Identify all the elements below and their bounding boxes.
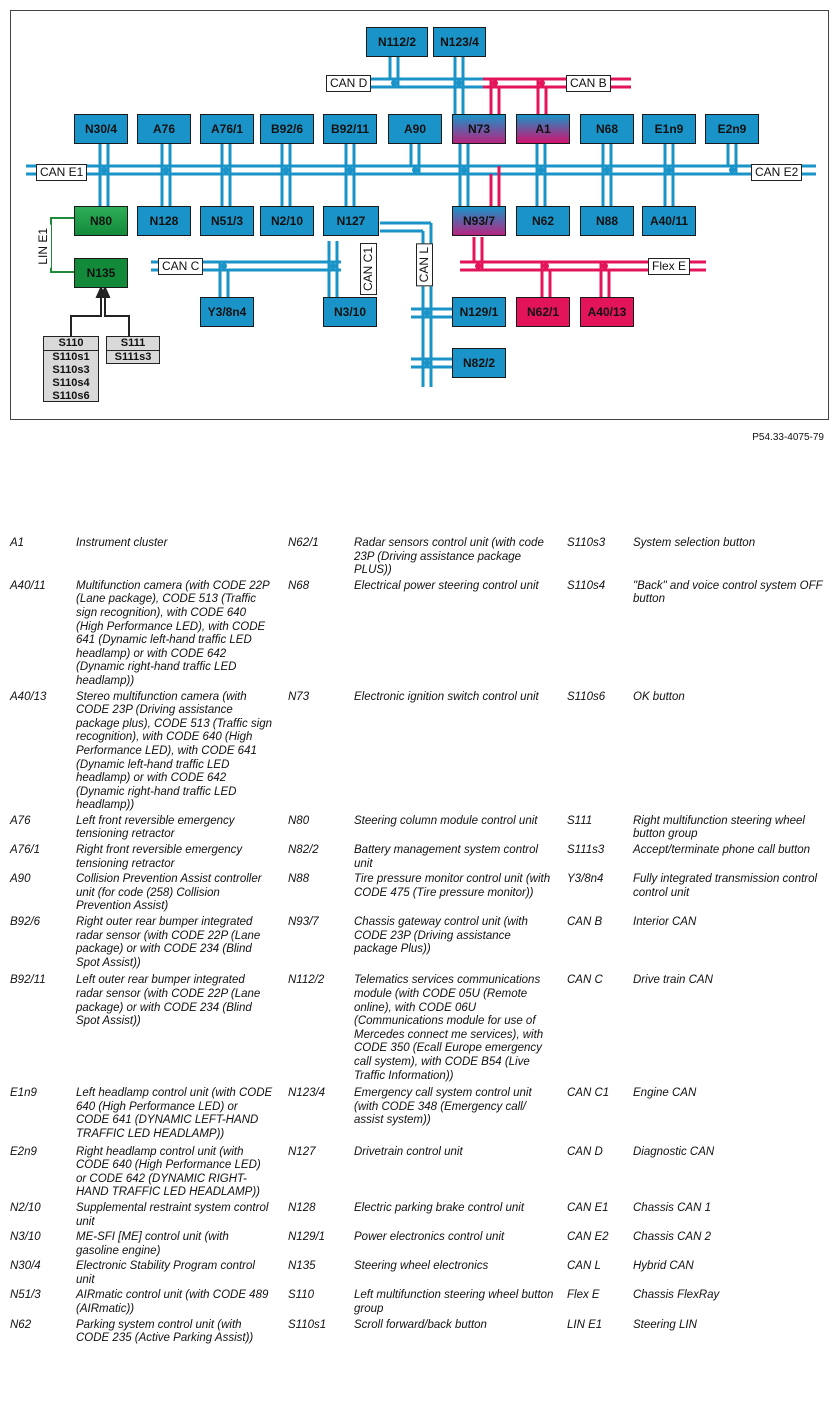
node-b92-11: B92/11: [323, 114, 377, 144]
legend-cell: [280, 1260, 560, 1287]
legend-cell: [0, 1146, 280, 1200]
legend-code: N80: [288, 814, 310, 827]
can-l-label: CAN L: [416, 243, 433, 286]
legend-description: Collision Prevention Assist controller unit (for code (258) Collision Prevention Assist): [76, 873, 262, 913]
legend-cell: [280, 1319, 560, 1346]
node-n123-4: N123/4: [433, 27, 486, 57]
node-a76-1: A76/1: [200, 114, 254, 144]
legend-row: [0, 1087, 838, 1141]
switch-label: S111: [107, 337, 159, 351]
node-n112-2: N112/2: [366, 27, 428, 57]
legend-cell: [0, 691, 280, 813]
legend-code: A90: [10, 873, 31, 886]
legend-code: E2n9: [10, 1145, 37, 1158]
legend-row: [0, 974, 838, 1083]
can-b-label: CAN B: [566, 75, 611, 92]
legend-code: CAN B: [567, 916, 603, 929]
node-n68: N68: [580, 114, 634, 144]
legend-description: Emergency call system control unit (with CODE 348 (Emergency call/ assist system)): [354, 1087, 532, 1127]
legend-description: Electronic Stability Program control unit: [76, 1260, 255, 1286]
legend-description: Fully integrated transmission control control unit: [633, 873, 818, 899]
legend-cell: [560, 1260, 838, 1287]
legend-code: S111: [567, 814, 593, 827]
legend-cell: [0, 873, 280, 914]
legend-code: N88: [288, 873, 310, 886]
node-n30-4: N30/4: [74, 114, 128, 144]
legend-description: Electrical power steering control unit: [354, 579, 539, 592]
legend-description: Left outer rear bumper integrated radar sensor (with CODE 22P (Lane package) or with CODE 234 (Blind Spot Assist)): [76, 974, 261, 1028]
can-d-label: CAN D: [326, 75, 371, 92]
legend-cell: [560, 1289, 838, 1316]
legend-code: B92/11: [10, 974, 46, 987]
can-c-label: CAN C: [158, 258, 203, 275]
legend-cell: [0, 1289, 280, 1316]
legend-description: Right front reversible emergency tensioning retractor: [76, 844, 243, 870]
can-e2-label: CAN E2: [751, 164, 802, 181]
legend-description: "Back" and voice control system OFF button: [633, 579, 823, 606]
legend-cell: [560, 873, 838, 914]
legend-code: N129/1: [288, 1231, 326, 1244]
legend-description: Radar sensors control unit (with code 23P (Driving assistance package PLUS)): [354, 537, 544, 577]
legend-cell: [0, 1231, 280, 1258]
node-n135: N135: [74, 258, 128, 288]
legend-description: Steering LIN: [633, 1318, 697, 1331]
lin-e1-label: LIN E1: [36, 225, 51, 268]
legend-cell: [0, 844, 280, 871]
legend-description: Stereo multifunction camera (with CODE 23P (Driving assistance package plus), CODE 513 (Traffic sign recognition), with CODE 640 (High Performance LED), with CODE 641 (Dynamic left-hand traffic LED headlamp) or with CODE 642 (Dynamic right-hand traffic LED headlamp)): [76, 690, 273, 812]
legend-description: Left multifunction steering wheel button group: [354, 1289, 554, 1316]
legend-cell: [0, 580, 280, 689]
legend-code: B92/6: [10, 916, 41, 929]
legend-description: Battery management system control unit: [354, 844, 539, 870]
legend-code: CAN C: [567, 974, 603, 987]
legend-code: E1n9: [10, 1087, 37, 1100]
legend-description: AIRmatic control unit (with CODE 489 (AIRmatic)): [76, 1289, 269, 1316]
node-a40-13: A40/13: [580, 297, 634, 327]
legend-code: CAN L: [567, 1260, 601, 1273]
can-c1-label: CAN C1: [360, 243, 377, 295]
legend-code: N68: [288, 579, 310, 592]
flex-e-label: Flex E: [648, 258, 690, 275]
node-a76: A76: [137, 114, 191, 144]
legend-description: Diagnostic CAN: [633, 1145, 715, 1158]
legend-cell: [560, 1146, 838, 1200]
legend-description: Chassis FlexRay: [633, 1289, 720, 1302]
legend-row: [0, 873, 838, 914]
legend-cell: [560, 974, 838, 1083]
legend-code: CAN C1: [567, 1087, 610, 1100]
legend-cell: [0, 916, 280, 970]
legend-description: Drivetrain control unit: [354, 1145, 463, 1158]
legend-description: ME-SFI [ME] control unit (with gasoline engine): [76, 1231, 229, 1257]
legend-code: N82/2: [288, 844, 319, 857]
legend-code: Flex E: [567, 1289, 600, 1302]
legend-cell: [280, 974, 560, 1083]
legend-description: Chassis gateway control unit (with CODE 23P (Driving assistance package Plus)): [354, 916, 528, 956]
node-a1: A1: [516, 114, 570, 144]
node-n62-1: N62/1: [516, 297, 570, 327]
legend-code: N112/2: [288, 974, 325, 987]
legend-description: OK button: [633, 690, 685, 703]
legend-cell: [560, 691, 838, 813]
switch-label: S110s3: [52, 364, 90, 376]
legend-cell: [560, 1319, 838, 1346]
legend-code: CAN E2: [567, 1231, 609, 1244]
legend-cell: [280, 691, 560, 813]
legend-code: N73: [288, 690, 310, 703]
legend-row: [0, 844, 838, 871]
legend-code: N128: [288, 1201, 316, 1214]
figure-id: P54.33-4075-79: [752, 432, 824, 443]
legend-cell: [0, 974, 280, 1083]
legend-cell: [280, 873, 560, 914]
legend-description: Left headlamp control unit (with CODE 640 (High Performance LED) or CODE 641 (DYNAMIC LEFT-HAND TRAFFIC LED HEADLAMP)): [76, 1087, 273, 1140]
legend-code: N51/3: [10, 1289, 41, 1302]
legend-code: A40/11: [10, 579, 46, 592]
legend-row: [0, 1289, 838, 1316]
legend-code: S110: [288, 1289, 315, 1302]
legend-description: Scroll forward/back button: [354, 1318, 487, 1331]
legend-cell: [560, 1231, 838, 1258]
legend-description: Left front reversible emergency tensioning retractor: [76, 814, 235, 841]
legend-code: Y3/8n4: [567, 873, 604, 886]
legend-row: [0, 580, 838, 689]
switch-label: S111s3: [114, 351, 152, 363]
legend-row: [0, 537, 838, 578]
node-n93-7: N93/7: [452, 206, 506, 236]
legend-code: S110s6: [567, 690, 606, 703]
legend-description: Chassis CAN 2: [633, 1231, 711, 1244]
switch-group-s111: [106, 336, 160, 364]
legend-code: CAN E1: [567, 1201, 609, 1214]
legend-row: [0, 691, 838, 813]
node-n62: N62: [516, 206, 570, 236]
legend-cell: [560, 916, 838, 970]
legend-cell: [280, 1087, 560, 1141]
node-n82-2: N82/2: [452, 348, 506, 378]
node-e1n9: E1n9: [642, 114, 696, 144]
legend-description: Electronic ignition switch control unit: [354, 690, 539, 703]
legend-row: [0, 1146, 838, 1200]
legend-cell: [0, 1202, 280, 1229]
legend-cell: [560, 844, 838, 871]
legend-description: Interior CAN: [633, 916, 697, 929]
legend-description: Tire pressure monitor control unit (with CODE 475 (Tire pressure monitor)): [354, 873, 551, 899]
legend-cell: [280, 1231, 560, 1258]
legend-code: N93/7: [288, 916, 319, 929]
node-n80: N80: [74, 206, 128, 236]
legend-description: Instrument cluster: [76, 537, 168, 549]
legend-description: Right outer rear bumper integrated radar sensor (with CODE 22P (Lane package) or with CODE 234 (Blind Spot Assist)): [76, 916, 261, 969]
legend-code: A76: [10, 814, 31, 827]
legend-code: LIN E1: [567, 1318, 603, 1331]
legend-description: Steering column module control unit: [354, 814, 538, 827]
legend-cell: [280, 916, 560, 970]
legend-cell: [0, 1319, 280, 1346]
legend-description: System selection button: [633, 537, 756, 549]
legend-description: Drive train CAN: [633, 974, 713, 987]
legend-cell: [560, 1087, 838, 1141]
node-a40-11: A40/11: [642, 206, 696, 236]
legend-code: S110s1: [288, 1318, 327, 1331]
legend-code: S110s3: [567, 537, 606, 549]
legend-cell: [0, 1087, 280, 1141]
legend-code: CAN D: [567, 1145, 603, 1158]
legend-code: A76/1: [10, 844, 41, 857]
legend-code: S110s4: [567, 579, 606, 592]
legend-cell: [560, 1202, 838, 1229]
network-diagram: [10, 10, 829, 420]
switch-label: S110s1: [52, 351, 90, 363]
legend-cell: [280, 1146, 560, 1200]
node-n2-10: N2/10: [260, 206, 314, 236]
legend-code: A1: [10, 537, 25, 549]
legend-description: Power electronics control unit: [354, 1231, 505, 1244]
legend-cell: [560, 537, 838, 578]
node-n129-1: N129/1: [452, 297, 506, 327]
legend-cell: [280, 1289, 560, 1316]
legend-code: N123/4: [288, 1087, 326, 1100]
legend-description: Multifunction camera (with CODE 22P (Lane package), CODE 513 (Traffic sign recognition), with CODE 640 (High Performance LED), with CODE 641 (Dynamic left-hand traffic LED headlamp) or with CODE 642 (Dynamic right-hand traffic LED headlamp)): [76, 579, 270, 687]
legend-cell: [560, 580, 838, 689]
legend-cell: [280, 844, 560, 871]
legend-description: Chassis CAN 1: [633, 1201, 711, 1214]
legend-description: Telematics services communications module (with CODE 05U (Remote online), with CODE 06U (Communications module for use of Mercedes connect me services), with CODE 350 (Ecall Europe emergency call system), with CODE B54 (Live Traffic Information)): [354, 974, 544, 1082]
legend-description: Right multifunction steering wheel button group: [633, 814, 805, 841]
legend-cell: [560, 815, 838, 842]
legend-description: Parking system control unit (with CODE 235 (Active Parking Assist)): [76, 1318, 254, 1345]
legend-code: N62: [10, 1318, 32, 1331]
node-n51-3: N51/3: [200, 206, 254, 236]
legend-cell: [0, 537, 280, 578]
node-n3-10: N3/10: [323, 297, 377, 327]
node-b92-6: B92/6: [260, 114, 314, 144]
legend-code: S111s3: [567, 844, 605, 857]
switch-group-s110: [43, 336, 99, 402]
node-n73: N73: [452, 114, 506, 144]
legend-row: [0, 815, 838, 842]
node-n127: N127: [323, 206, 379, 236]
legend-description: Supplemental restraint system control unit: [76, 1201, 269, 1228]
legend-code: N3/10: [10, 1231, 41, 1244]
legend-description: Hybrid CAN: [633, 1260, 694, 1273]
can-e1-label: CAN E1: [36, 164, 87, 181]
legend-cell: [0, 815, 280, 842]
legend-description: Engine CAN: [633, 1087, 697, 1100]
switch-label: S110s6: [52, 390, 90, 402]
legend-description: Right headlamp control unit (with CODE 640 (High Performance LED) or CODE 642 (DYNAMIC RIGHT-HAND TRAFFIC LED HEADLAMP)): [76, 1145, 261, 1199]
legend-cell: [280, 815, 560, 842]
legend-description: Steering wheel electronics: [354, 1260, 489, 1273]
switch-label: S110s4: [52, 377, 90, 389]
node-a90: A90: [388, 114, 442, 144]
node-e2n9: E2n9: [705, 114, 759, 144]
node-n128: N128: [137, 206, 191, 236]
legend-row: [0, 1202, 838, 1229]
legend-cell: [280, 537, 560, 578]
legend-description: Accept/terminate phone call button: [633, 844, 811, 857]
legend-code: N135: [288, 1260, 316, 1273]
legend-cell: [0, 1260, 280, 1287]
legend-code: N62/1: [288, 537, 319, 549]
legend-code: N2/10: [10, 1201, 41, 1214]
node-y3-8n4: Y3/8n4: [200, 297, 254, 327]
legend-description: Electric parking brake control unit: [354, 1201, 525, 1214]
legend-table: [0, 537, 838, 1346]
legend-row: [0, 916, 838, 970]
node-n88: N88: [580, 206, 634, 236]
legend-cell: [280, 1202, 560, 1229]
legend-code: N127: [288, 1145, 316, 1158]
legend-code: A40/13: [10, 690, 47, 703]
switch-label: S110: [44, 337, 98, 351]
legend-row: [0, 1319, 838, 1346]
legend-row: [0, 1231, 838, 1258]
legend-code: N30/4: [10, 1260, 41, 1273]
legend-row: [0, 1260, 838, 1287]
legend-cell: [280, 580, 560, 689]
